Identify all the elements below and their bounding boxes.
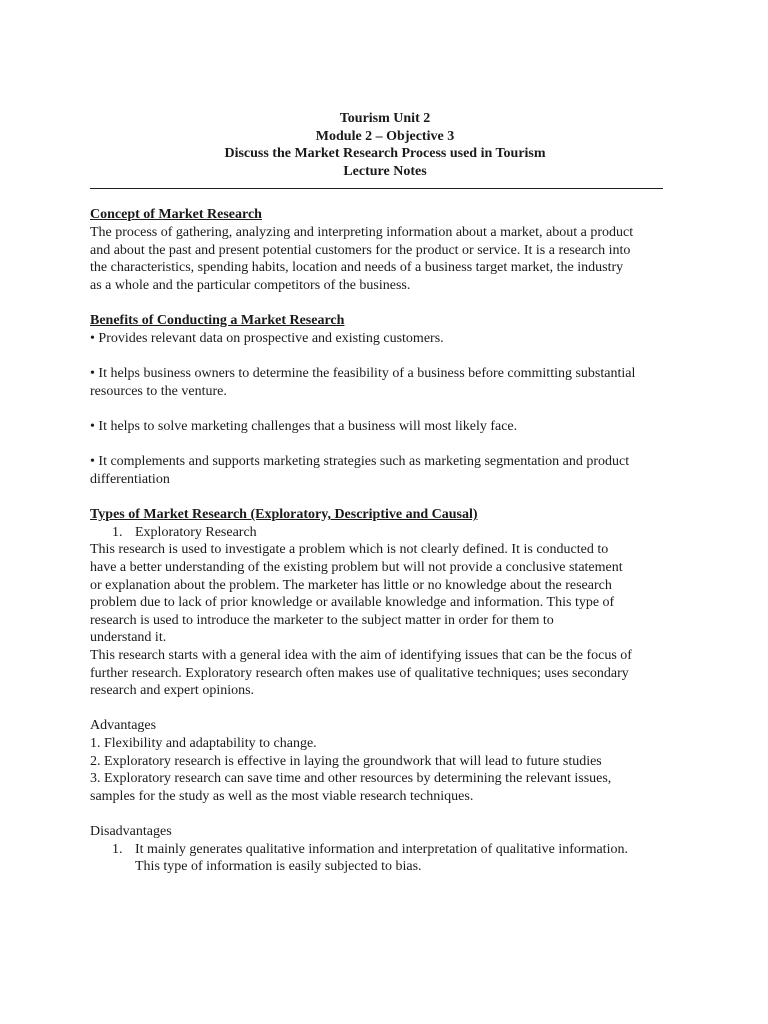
benefits-heading: Benefits of Conducting a Market Research	[90, 313, 345, 329]
header-lecture-notes: Lecture Notes	[343, 163, 427, 179]
disadvantage-item	[90, 841, 680, 876]
list-number: 1.	[112, 841, 123, 857]
header-divider	[90, 188, 663, 189]
benefit-item-continued: differentiation	[90, 471, 170, 487]
paragraph-line: or explanation about the problem. The marketer has little or no knowledge about the research	[90, 577, 612, 593]
concept-heading: Concept of Market Research	[90, 207, 262, 223]
concept-line: and about the past and present potential customers for the product or service. It is a research into	[90, 242, 631, 258]
disadvantage-line: This type of information is easily subjected to bias.	[135, 859, 422, 875]
benefit-item: • Provides relevant data on prospective and existing customers.	[90, 330, 444, 346]
advantage-item-continued: samples for the study as well as the most viable research techniques.	[90, 788, 474, 804]
benefit-item: • It complements and supports marketing strategies such as marketing segmentation and product	[90, 454, 630, 470]
document-page	[90, 110, 680, 876]
paragraph-line: This research starts with a general idea with the aim of identifying issues that can be the focus of	[90, 648, 632, 664]
paragraph-line: research and expert opinions.	[90, 683, 255, 699]
list-number: 1.	[112, 524, 123, 540]
exploratory-paragraph-2	[90, 647, 680, 700]
concept-line: as a whole and the particular competitors of the business.	[90, 277, 411, 293]
benefit-item-continued: resources to the venture.	[90, 383, 227, 399]
advantage-item: 3. Exploratory research can save time and other resources by determining the relevant issues,	[90, 771, 612, 787]
benefit-item: • It helps to solve marketing challenges that a business will most likely face.	[90, 418, 518, 434]
exploratory-paragraph-1	[90, 541, 680, 647]
paragraph-line: problem due to lack of prior knowledge or available knowledge and information. This type of	[90, 595, 615, 611]
spacer	[90, 400, 680, 418]
paragraph-line: research is used to introduce the marketer to the subject matter in order for them to	[90, 612, 554, 628]
paragraph-line: further research. Exploratory research often makes use of qualitative techniques; uses secondary	[90, 665, 629, 681]
concept-line: The process of gathering, analyzing and interpreting information about a market, about a product	[90, 224, 634, 240]
header-topic: Discuss the Market Research Process used in Tourism	[224, 146, 546, 162]
header-module: Module 2 – Objective 3	[315, 128, 455, 144]
paragraph-line: This research is used to investigate a problem which is not clearly defined. It is conducted to	[90, 542, 609, 558]
spacer	[90, 805, 680, 823]
spacer	[90, 348, 680, 366]
exploratory-list-item	[90, 524, 680, 542]
concept-paragraph	[90, 224, 680, 294]
types-heading: Types of Market Research (Exploratory, Descriptive and Causal)	[90, 507, 478, 523]
advantage-item: 2. Exploratory research is effective in laying the groundwork that will lead to future studies	[90, 753, 602, 769]
paragraph-line: understand it.	[90, 630, 167, 646]
spacer	[90, 700, 680, 718]
advantage-item: 1. Flexibility and adaptability to change.	[90, 736, 317, 751]
benefit-item: • It helps business owners to determine the feasibility of a business before committing substantial	[90, 366, 636, 382]
exploratory-label: Exploratory Research	[135, 524, 257, 540]
document-header	[90, 110, 680, 180]
advantages-heading: Advantages	[90, 718, 157, 734]
spacer	[90, 436, 680, 454]
concept-line: the characteristics, spending habits, location and needs of a business target market, the industry	[90, 260, 624, 276]
disadvantage-line: It mainly generates qualitative information and interpretation of qualitative information.	[135, 841, 628, 857]
paragraph-line: have a better understanding of the existing problem but will not provide a conclusive statement	[90, 560, 623, 576]
disadvantages-heading: Disadvantages	[90, 823, 172, 839]
header-unit: Tourism Unit 2	[339, 111, 431, 126]
